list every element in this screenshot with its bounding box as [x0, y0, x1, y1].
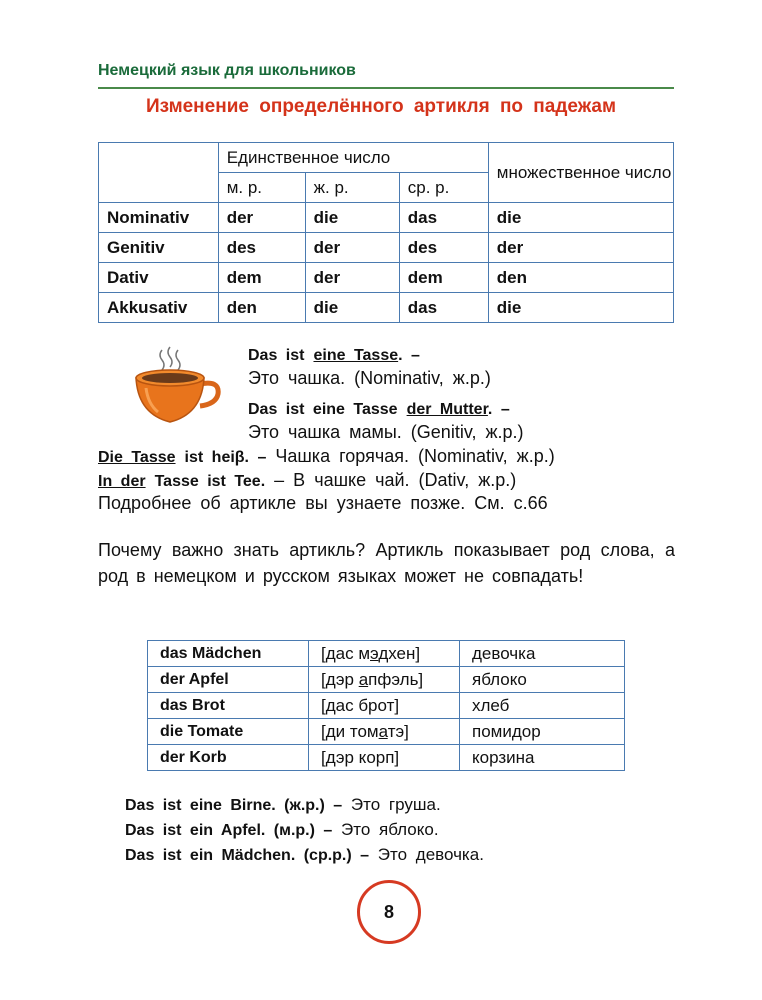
article-cell: den: [218, 293, 305, 323]
bottom-example: [125, 845, 484, 865]
article-cell: die: [488, 203, 673, 233]
example-de-underlined: In der: [98, 473, 146, 490]
example-ru: Чашка горячая. (Nominativ, ж.р.): [275, 446, 555, 466]
article-cell: die: [488, 293, 673, 323]
example-ru: – В чашке чай. (Dativ, ж.р.): [274, 470, 517, 490]
reference-note: Подробнее об артикле вы узнаете позже. См. с.66: [98, 493, 548, 513]
vocab-word: das Mädchen: [148, 641, 309, 667]
gender-header-f: ж. р.: [305, 173, 399, 203]
vocab-translation: яблоко: [460, 667, 625, 693]
bottom-example: [125, 795, 441, 815]
case-label: Dativ: [99, 263, 219, 293]
article-cell: dem: [399, 263, 488, 293]
example-ru: Это девочка.: [377, 845, 484, 864]
article-cell: des: [399, 233, 488, 263]
vocab-word: die Tomate: [148, 719, 309, 745]
article-cell: der: [305, 233, 399, 263]
example-de: Tasse ist Tee.: [154, 473, 266, 490]
section-title: Изменение определённого артикля по падежам: [145, 96, 617, 117]
tea-cup-illustration: [132, 344, 224, 426]
vocab-word: der Korb: [148, 745, 309, 771]
vocab-transcription: [дас брот]: [309, 693, 460, 719]
table-row: [99, 293, 674, 323]
gender-header-m: м. р.: [218, 173, 305, 203]
article-paragraph: Почему важно знать артикль? Артикль показывает род слова, а род в немецком и русском языках может не совпадать!: [98, 540, 675, 586]
article-cell: den: [488, 263, 673, 293]
table-row: [148, 693, 625, 719]
book-title: Немецкий язык для школьников: [98, 62, 356, 79]
case-label: Genitiv: [99, 233, 219, 263]
vocabulary-table: [147, 640, 625, 771]
gender-header-n: ср. р.: [399, 173, 488, 203]
singular-header: Единственное число: [218, 143, 488, 173]
bottom-example: [125, 820, 439, 840]
article-table: [98, 142, 674, 323]
table-corner-cell: [99, 143, 219, 203]
plural-header: множественное число: [488, 143, 673, 203]
example-de-underlined: eine Tasse: [313, 347, 399, 364]
header-divider: [98, 87, 674, 89]
article-cell: der: [488, 233, 673, 263]
example-de-underlined: Die Tasse: [98, 449, 176, 466]
article-cell: des: [218, 233, 305, 263]
example-de: Das ist ein Apfel. (м.р.) –: [125, 822, 333, 839]
example-de-underlined: der Mutter: [406, 401, 488, 418]
example-de: Das ist eine Tasse: [248, 401, 398, 418]
table-row: [148, 641, 625, 667]
example-line: Это чашка. (Nominativ, ж.р.): [248, 368, 491, 388]
vocab-translation: хлеб: [460, 693, 625, 719]
example-line: [98, 446, 555, 467]
vocab-transcription: [ди томатэ]: [309, 719, 460, 745]
vocab-translation: помидор: [460, 719, 625, 745]
example-de: Das ist ein Mädchen. (ср.р.) –: [125, 847, 370, 864]
article-cell: dem: [218, 263, 305, 293]
example-de: Das ist eine Birne. (ж.р.) –: [125, 797, 343, 814]
example-line: [98, 470, 516, 491]
vocab-word: das Brot: [148, 693, 309, 719]
article-cell: der: [218, 203, 305, 233]
table-row: [148, 745, 625, 771]
article-cell: das: [399, 203, 488, 233]
example-de: ist heiβ. –: [184, 449, 267, 466]
article-cell: das: [399, 293, 488, 323]
page-number: 8: [357, 880, 421, 944]
article-cell: die: [305, 203, 399, 233]
vocab-translation: корзина: [460, 745, 625, 771]
example-de: . –: [398, 347, 420, 364]
article-cell: der: [305, 263, 399, 293]
table-row: [148, 719, 625, 745]
example-ru: Это яблоко.: [341, 820, 439, 839]
example-line: [248, 344, 420, 365]
case-label: Nominativ: [99, 203, 219, 233]
example-de: Das ist: [248, 347, 305, 364]
vocab-word: der Apfel: [148, 667, 309, 693]
example-de: . –: [487, 401, 510, 418]
example-ru: Это груша.: [350, 795, 441, 814]
table-row: [99, 203, 674, 233]
vocab-transcription: [дэр апфэль]: [309, 667, 460, 693]
case-label: Akkusativ: [99, 293, 219, 323]
vocab-transcription: [дэр корп]: [309, 745, 460, 771]
table-row: [99, 263, 674, 293]
vocab-transcription: [дас мэдхен]: [309, 641, 460, 667]
article-cell: die: [305, 293, 399, 323]
example-line: [248, 398, 510, 419]
vocab-translation: девочка: [460, 641, 625, 667]
example-line: Это чашка мамы. (Genitiv, ж.р.): [248, 422, 524, 442]
table-row: [148, 667, 625, 693]
table-row: [99, 233, 674, 263]
